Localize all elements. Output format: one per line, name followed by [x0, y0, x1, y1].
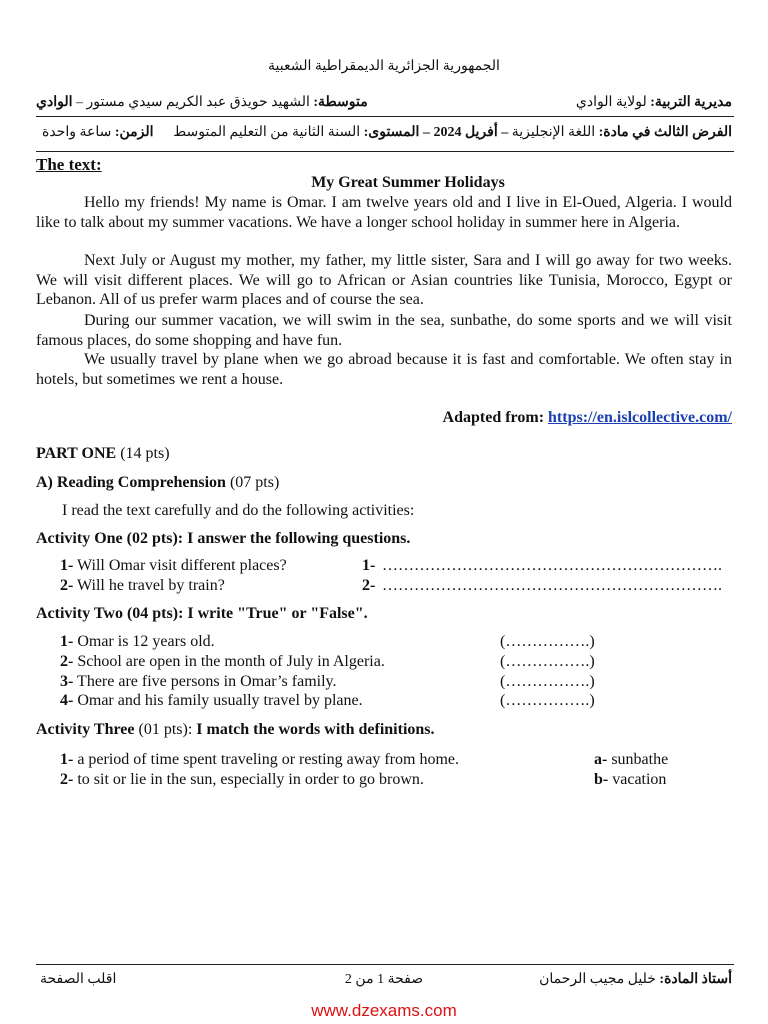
true-false-blank-1[interactable]: (…………….): [500, 633, 595, 650]
time-value: ساعة واحدة: [42, 125, 112, 140]
true-false-blank-3[interactable]: (…………….): [500, 673, 595, 690]
school-value: الشهيد حويذق عبد الكريم سيدي مستور –: [75, 95, 310, 110]
statement-4: [60, 692, 363, 710]
question-1: [60, 557, 287, 575]
statement-number: 1-: [60, 633, 74, 650]
section-a-points: (07 pts): [229, 474, 280, 491]
activity-one-points: (02 pts):: [126, 530, 184, 547]
activity-three-heading: [36, 721, 435, 739]
school-city: الوادي: [36, 95, 73, 110]
text-heading: The text:: [36, 155, 102, 174]
definition-2: [60, 771, 424, 789]
match-word-b[interactable]: [594, 771, 666, 789]
question-text: Will Omar visit different places?: [77, 557, 287, 574]
exam-subject: اللغة الإنجليزية: [511, 125, 596, 140]
text-paragraph-2: Next July or August my mother, my father, my little sister, Sara and I will go away for two weeks. We will visit different places. We will go to African or Asian countries like Tunisia, Morocco, Egypt or Lebanon. All of us prefer warm places and of course the sea.: [36, 252, 732, 308]
section-a-heading: [36, 474, 279, 492]
text-paragraph-1: Hello my friends! My name is Omar. I am twelve years old and I live in El-Oued, Algeria. I would like to talk about my summer vacations. We have a longer school holiday in summer here in Algeria.: [36, 194, 732, 231]
statement-number: 2-: [60, 653, 74, 670]
activity-one-title: Activity One: [36, 530, 123, 547]
section-a-title: A) Reading Comprehension: [36, 474, 226, 491]
header-divider-top: [36, 116, 734, 117]
turn-page-note: اقلب الصفحة: [40, 972, 117, 987]
directorate-label: مديرية التربية:: [650, 95, 732, 110]
text-paragraph-4: We usually travel by plane when we go abroad because it is fast and comfortable. We often stay in hotels, but sometimes we rent a house.: [36, 351, 732, 388]
question-number: 1-: [60, 557, 74, 574]
activity-one-task: I answer the following questions.: [187, 530, 411, 547]
definition-text: a period of time spent traveling or resting away from home.: [77, 751, 459, 768]
exam-time: [42, 124, 154, 141]
activity-two-task: I write "True" or "False".: [187, 605, 368, 622]
part-one-points: (14 pts): [120, 445, 170, 462]
school-label: متوسطة:: [313, 95, 368, 110]
exam-info: [173, 124, 732, 141]
footer-divider: [36, 964, 734, 965]
question-2: [60, 577, 225, 595]
teacher-label: أستاذ المادة:: [659, 972, 732, 987]
match-letter: a-: [594, 751, 608, 768]
statement-3: [60, 673, 337, 691]
part-one-title: PART ONE: [36, 445, 117, 462]
activity-two-points: (04 pts):: [126, 605, 184, 622]
match-letter: b-: [594, 771, 609, 788]
header-divider-bottom: [36, 151, 734, 152]
directorate-value: لولاية الوادي: [575, 95, 647, 110]
statement-text: School are open in the month of July in Algeria.: [77, 653, 385, 670]
definition-1: [60, 751, 459, 769]
page-number: صفحة 1 من 2: [344, 972, 424, 987]
question-number: 2-: [60, 577, 74, 594]
statement-text: There are five persons in Omar’s family.: [77, 673, 337, 690]
text-title: My Great Summer Holidays: [311, 174, 505, 191]
level-value: السنة الثانية من التعليم المتوسط: [173, 125, 361, 140]
statement-text: Omar is 12 years old.: [77, 633, 215, 650]
activity-three-task: I match the words with definitions.: [196, 721, 435, 738]
source-link[interactable]: https://en.islcollective.com/: [548, 409, 732, 426]
text-paragraph-3: During our summer vacation, we will swim in the sea, sunbathe, do some sports and we will visit famous places, do some shopping and have fun.: [36, 312, 732, 349]
directorate: [576, 94, 732, 111]
republic-title: الجمهورية الجزائرية الديمقراطية الشعبية: [268, 59, 500, 74]
answer-blank-2[interactable]: ……………………………………………………….: [382, 577, 722, 594]
activity-two-heading: [36, 605, 368, 623]
time-label: الزمن:: [114, 125, 154, 140]
school-name: [36, 94, 368, 111]
level-label: المستوى:: [363, 125, 420, 140]
activity-one-heading: [36, 530, 410, 548]
statement-2: [60, 653, 385, 671]
adapted-from: [443, 409, 732, 427]
true-false-blank-4[interactable]: (…………….): [500, 692, 595, 709]
match-word: vacation: [612, 771, 667, 788]
statement-text: Omar and his family usually travel by plane.: [77, 692, 363, 709]
answer-number-1: 1-: [362, 557, 376, 574]
statement-number: 3-: [60, 673, 74, 690]
statement-1: [60, 633, 215, 651]
website-watermark[interactable]: www.dzexams.com: [311, 1001, 457, 1020]
answer-blank-1[interactable]: ……………………………………………………….: [382, 557, 722, 574]
exam-label: الفرض الثالث في مادة:: [598, 125, 732, 140]
exam-date: – أفريل 2024 –: [422, 125, 509, 140]
match-word: sunbathe: [611, 751, 669, 768]
true-false-blank-2[interactable]: (…………….): [500, 653, 595, 670]
definition-text: to sit or lie in the sun, especially in order to go brown.: [77, 771, 424, 788]
statement-number: 4-: [60, 692, 74, 709]
activity-three-points: (01 pts):: [138, 721, 193, 738]
activity-three-title: Activity Three: [36, 721, 135, 738]
activity-two-title: Activity Two: [36, 605, 123, 622]
definition-number: 1-: [60, 751, 74, 768]
answer-number-2: 2-: [362, 577, 376, 594]
match-word-a[interactable]: [594, 751, 668, 769]
question-text: Will he travel by train?: [77, 577, 225, 594]
reading-instruction: I read the text carefully and do the following activities:: [62, 502, 415, 519]
teacher-name: خليل مجيب الرحمان: [539, 972, 656, 987]
definition-number: 2-: [60, 771, 74, 788]
adapted-label: Adapted from:: [442, 409, 545, 426]
part-one-heading: [36, 445, 170, 463]
